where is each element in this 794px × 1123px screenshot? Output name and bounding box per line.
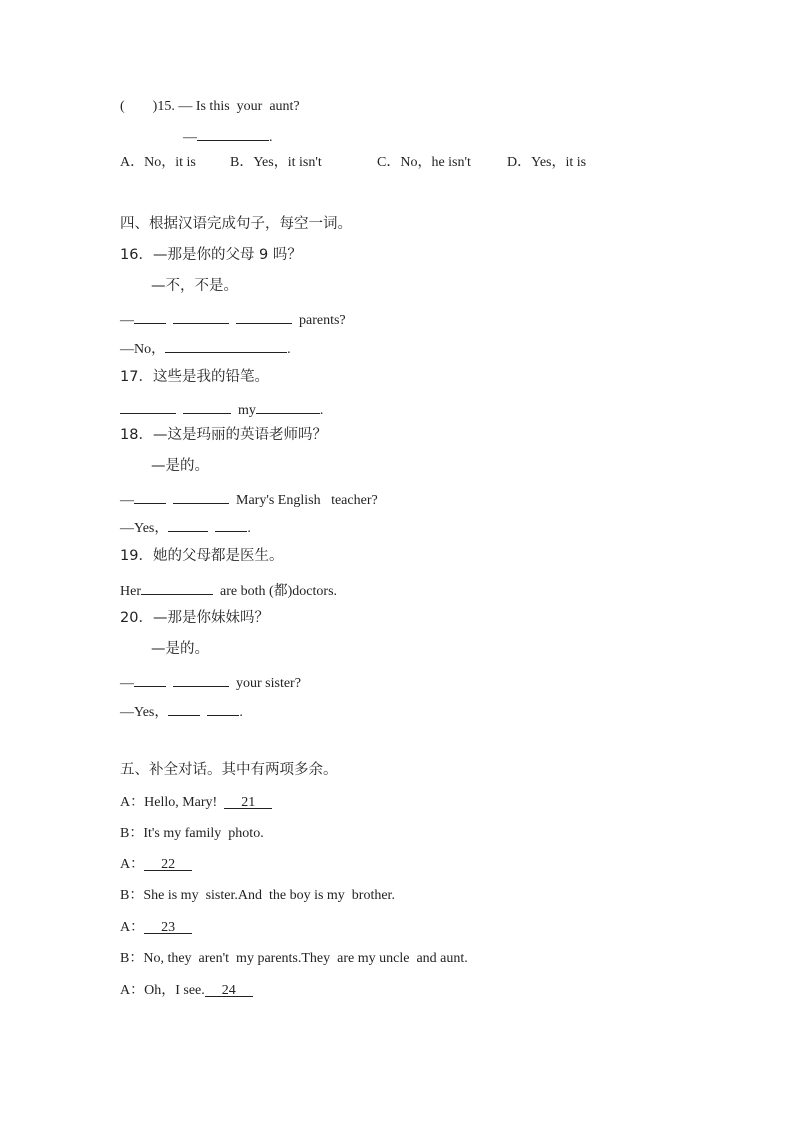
q15-option-c[interactable]: C．No，he isn't [377,155,471,170]
dialog-blank-23[interactable]: 23 [144,919,192,934]
q20-period: . [239,705,243,720]
q20-dash: — [120,676,134,691]
q16-cn1: 16．—那是你的父母 9 吗？ [120,247,302,263]
dialog-line-5 [120,919,192,937]
q18-blank-3[interactable] [168,517,208,532]
q19-rest: are both (都)doctors. [220,584,338,599]
dialog-blank-24[interactable]: 24 [205,982,253,997]
dialog-line-4 [120,887,395,905]
q16-period: . [287,342,291,357]
dialog-speaker: B： [120,951,144,966]
dialog-line-7 [120,982,253,1000]
q16-en2 [120,338,291,359]
q20-blank-3[interactable] [168,701,200,716]
dialog-speaker: A： [120,795,145,810]
dialog-speaker: A： [120,983,145,998]
q17-en [120,399,323,420]
q17-blank-3[interactable] [256,399,320,414]
q20-en2 [120,701,243,722]
q20-blank-4[interactable] [207,701,239,716]
q20-blank-1[interactable] [134,672,166,687]
dialog-line-6 [120,950,468,968]
q17-blank-2[interactable] [183,399,231,414]
dialog-speaker: A： [120,920,145,935]
q16-no: —No， [120,342,166,357]
dialog-text: Hello, Mary! [144,795,218,810]
dialog-text: She is my sister.And the boy is my brother. [143,888,395,903]
dialog-speaker: B： [120,826,144,841]
q18-cn1: 18．—这是玛丽的英语老师吗？ [120,427,327,443]
q15-answer-line: — . [183,126,273,147]
q16-blank-3[interactable] [236,309,292,324]
q18-dash: — [120,493,134,508]
q19-blank[interactable] [141,580,213,595]
dialog-speaker: A： [120,857,145,872]
section4-title: 四、根据汉语完成句子，每空一词。 [120,216,352,232]
q19-en [120,580,337,601]
q18-blank-2[interactable] [173,489,229,504]
q15-text: ( )15. — Is this your aunt? [120,99,300,114]
dialog-text: It's my family photo. [143,826,264,841]
q20-en1 [120,672,301,693]
dialog-line-3 [120,856,192,874]
q17-period: . [319,403,324,418]
q18-yes: —Yes， [120,521,169,536]
q18-blank-4[interactable] [215,517,247,532]
q15-options [120,154,586,172]
dialog-text: Oh，I see. [144,983,205,998]
dialog-line-2 [120,825,264,843]
q20-cn2: —是的。 [151,641,209,657]
q20-cn1: 20．—那是你妹妹吗？ [120,610,269,626]
q16-blank-4[interactable] [165,338,287,353]
q15-blank[interactable] [197,126,269,141]
q16-blank-1[interactable] [134,309,166,324]
q20-words: your sister? [236,676,301,691]
q18-en2 [120,517,251,538]
q18-blank-1[interactable] [134,489,166,504]
q15-option-d[interactable]: D．Yes，it is [507,155,587,170]
q20-yes: —Yes， [120,705,169,720]
q15-option-a[interactable]: A．No，it is [120,155,196,170]
section5-title: 五、补全对话。其中有两项多余。 [120,762,338,778]
q15-dash: — [183,130,197,145]
q16-cn2: —不，不是。 [151,278,238,294]
q19-cn: 19．她的父母都是医生。 [120,548,284,564]
dialog-blank-22[interactable]: 22 [144,856,192,871]
q19-her: Her [120,584,141,599]
q15-option-b[interactable]: B．Yes，it isn't [230,155,322,170]
q16-dash: — [120,313,134,328]
dialog-speaker: B： [120,888,144,903]
dialog-blank-21[interactable]: 21 [224,794,272,809]
q18-words: Mary's English teacher? [236,493,378,508]
q18-cn2: —是的。 [151,458,209,474]
q16-blank-2[interactable] [173,309,229,324]
q18-period: . [247,521,251,536]
dialog-line-1 [120,794,272,812]
q17-word: my [238,403,256,418]
q17-cn: 17．这些是我的铅笔。 [120,369,269,385]
q15-question [120,98,300,116]
q18-en1 [120,489,378,510]
q17-blank-1[interactable] [120,399,176,414]
q20-blank-2[interactable] [173,672,229,687]
q16-word: parents? [299,313,346,328]
q16-en1 [120,309,346,330]
dialog-text: No, they aren't my parents.They are my uncle and aunt. [143,951,468,966]
